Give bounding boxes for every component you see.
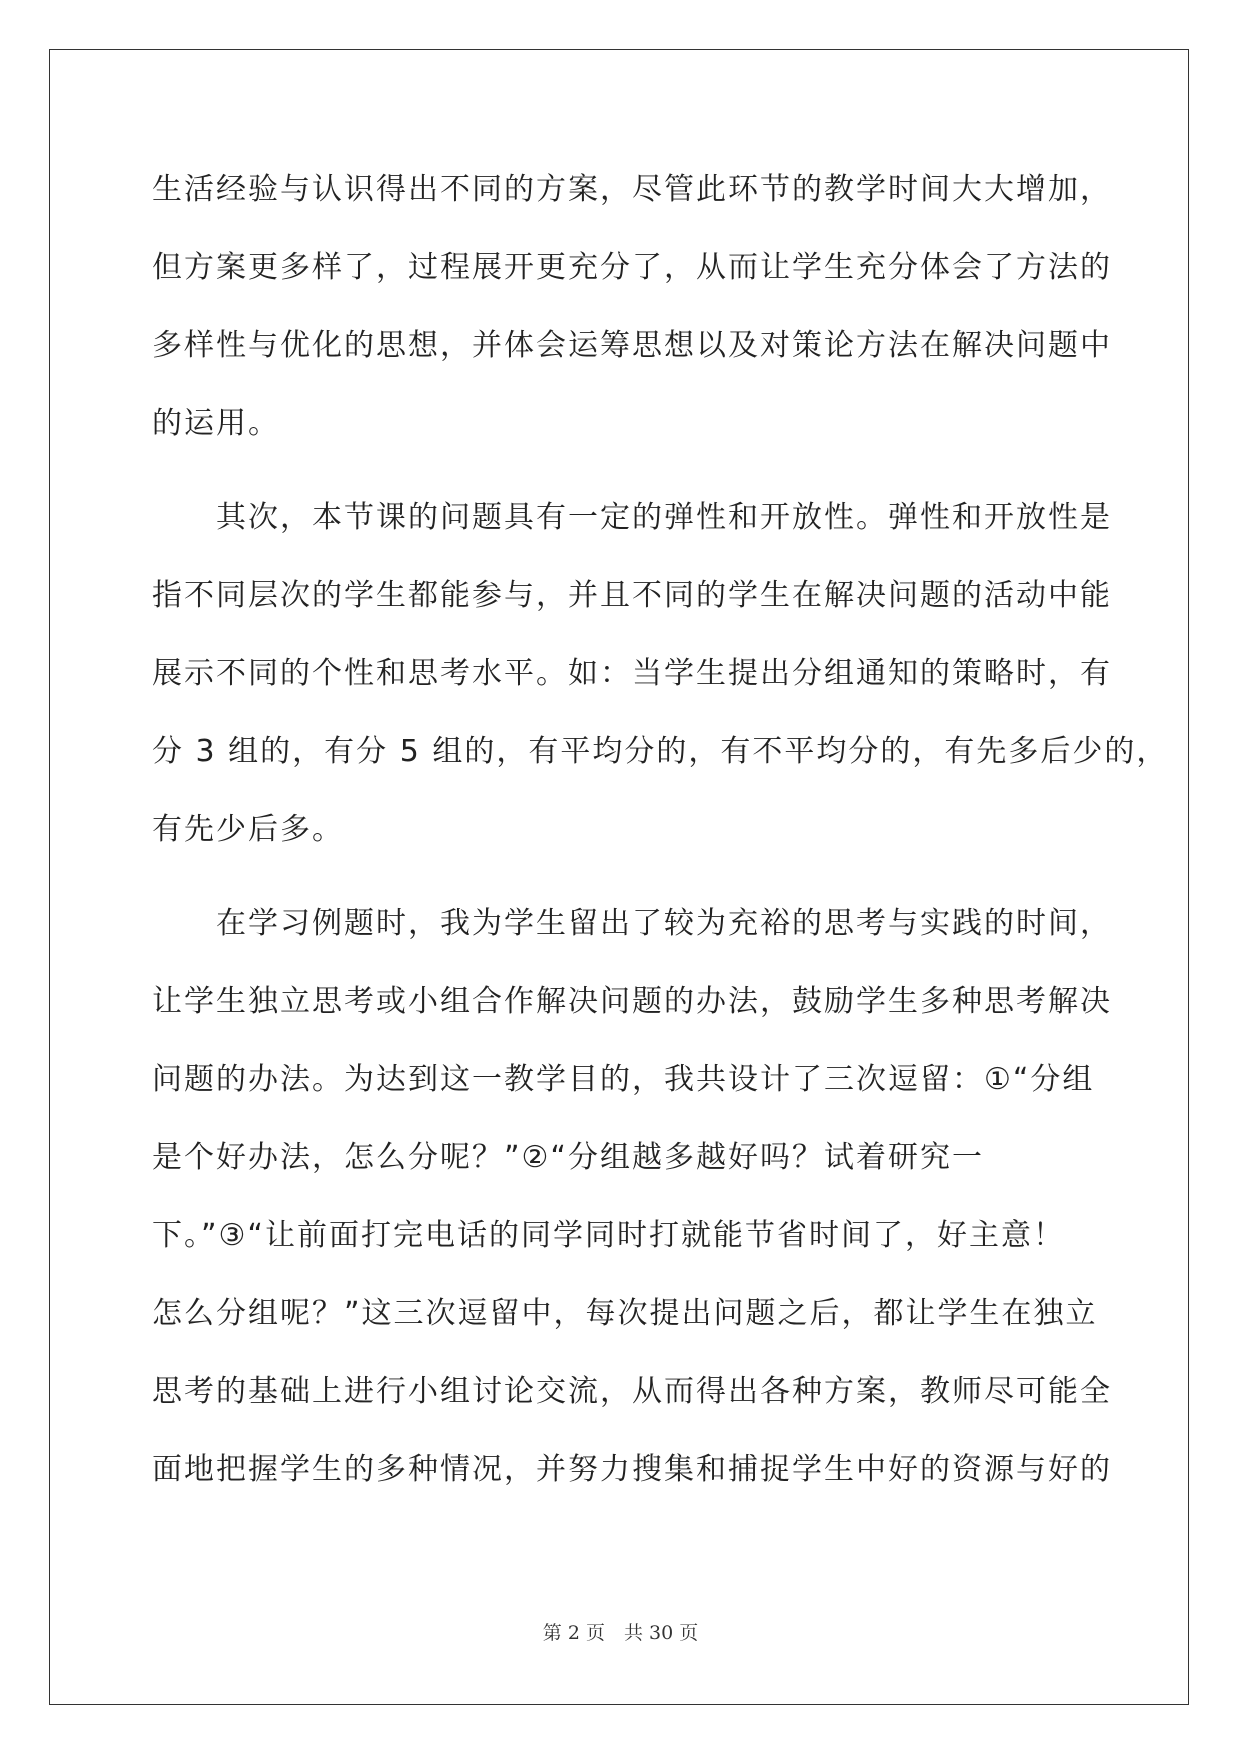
text-line: 但方案更多样了，过程展开更充分了，从而让学生充分体会了方法的 [152, 250, 1112, 285]
text-line: 问题的办法。为达到这一教学目的，我共设计了三次逗留：①“分组 [152, 1062, 1095, 1097]
text-line: 下。”③“让前面打完电话的同学同时打就能节省时间了，好主意！ [152, 1218, 1065, 1253]
text-line: 在学习例题时，我为学生留出了较为充裕的思考与实践的时间， [152, 906, 1112, 941]
text-line: 让学生独立思考或小组合作解决问题的办法，鼓励学生多种思考解决 [152, 984, 1112, 1019]
text-line: 怎么分组呢？”这三次逗留中，每次提出问题之后，都让学生在独立 [152, 1296, 1098, 1331]
text-line: 分 3 组的，有分 5 组的，有平均分的，有不平均分的，有先多后少的， [152, 734, 1169, 769]
text-line: 的运用。 [152, 406, 280, 441]
text-line: 是个好办法，怎么分呢？”②“分组越多越好吗？试着研究一 [152, 1140, 984, 1175]
text-line: 其次，本节课的问题具有一定的弹性和开放性。弹性和开放性是 [152, 500, 1112, 535]
text-line: 思考的基础上进行小组讨论交流，从而得出各种方案，教师尽可能全 [152, 1374, 1112, 1409]
text-line: 展示不同的个性和思考水平。如：当学生提出分组通知的策略时，有 [152, 656, 1112, 691]
page-number-footer: 第 2 页 共 30 页 [542, 1622, 699, 1644]
text-line: 有先少后多。 [152, 812, 344, 847]
text-line: 生活经验与认识得出不同的方案，尽管此环节的教学时间大大增加， [152, 172, 1112, 207]
text-line: 指不同层次的学生都能参与，并且不同的学生在解决问题的活动中能 [152, 578, 1112, 613]
text-line: 多样性与优化的思想，并体会运筹思想以及对策论方法在解决问题中 [152, 328, 1112, 363]
text-line: 面地把握学生的多种情况，并努力搜集和捕捉学生中好的资源与好的 [152, 1452, 1112, 1487]
